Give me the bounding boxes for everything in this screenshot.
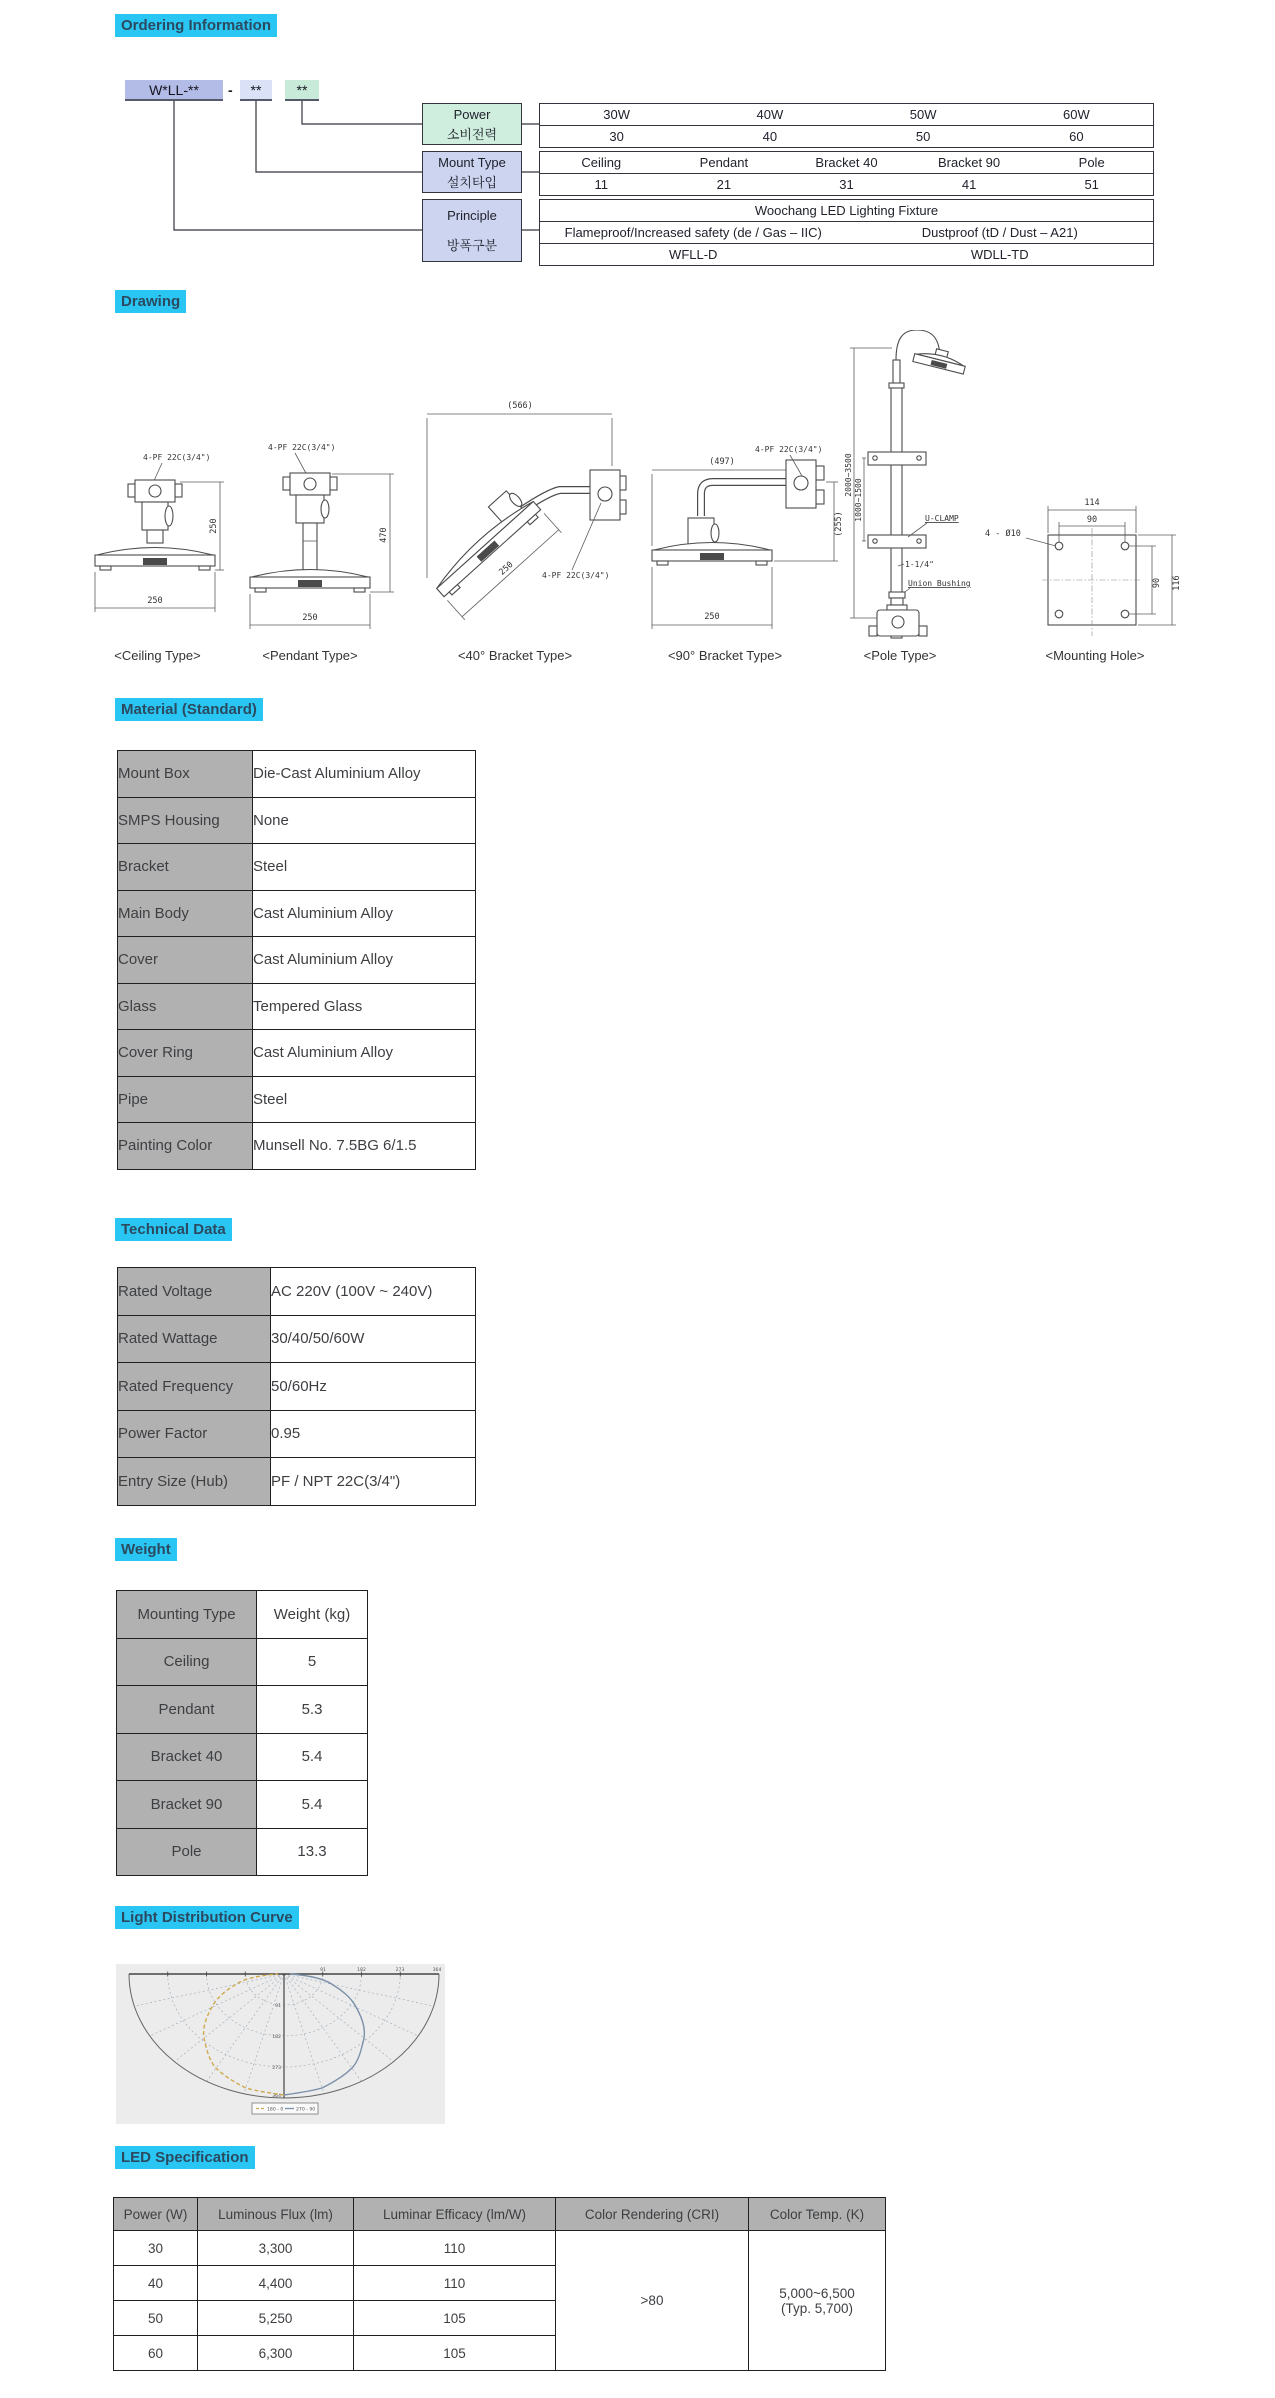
bracket90-body-dim: 250 bbox=[704, 612, 720, 622]
order-code-base: W*LL-** bbox=[125, 80, 223, 101]
power-code: 30 bbox=[609, 129, 624, 144]
order-code-dash: - bbox=[228, 82, 233, 98]
pole-union-bushing-label: Union Bushing bbox=[908, 579, 971, 588]
bracket40-body-dim: 250 bbox=[497, 559, 516, 578]
table-row bbox=[118, 1123, 476, 1170]
led-flux: 3,300 bbox=[198, 2231, 354, 2266]
technical-label: Rated Wattage bbox=[118, 1315, 271, 1363]
pole-pipe-size-label: 1-1/4" bbox=[905, 560, 934, 569]
mount-option: Bracket 90 bbox=[938, 155, 1001, 170]
table-row bbox=[117, 1638, 368, 1686]
material-value: Tempered Glass bbox=[253, 983, 476, 1030]
pole-type-drawing bbox=[844, 330, 971, 638]
pendant-entry-dim: 4-PF 22C(3/4") bbox=[268, 443, 336, 452]
ring-label-axis: 182 bbox=[272, 2035, 281, 2040]
table-row bbox=[117, 1781, 368, 1829]
power-code: 40 bbox=[762, 129, 778, 144]
principle-table bbox=[539, 199, 1154, 266]
led-power: 30 bbox=[114, 2231, 198, 2266]
power-label-box bbox=[422, 103, 522, 145]
technical-label: Rated Frequency bbox=[118, 1363, 271, 1411]
light-distribution-heading: Light Distribution Curve bbox=[115, 1906, 299, 1929]
power-option: 40W bbox=[756, 107, 784, 122]
led-power: 50 bbox=[114, 2301, 198, 2336]
led-col-header: Luminous Flux (lm) bbox=[198, 2198, 354, 2231]
led-col-header: Luminar Efficacy (lm/W) bbox=[354, 2198, 556, 2231]
pendant-width-dim: 250 bbox=[302, 613, 318, 623]
technical-value: 30/40/50/60W bbox=[271, 1315, 476, 1363]
material-value: Die-Cast Aluminium Alloy bbox=[253, 751, 476, 798]
mount-code: 31 bbox=[839, 177, 854, 192]
table-row bbox=[118, 1315, 476, 1363]
technical-value: PF / NPT 22C(3/4") bbox=[271, 1458, 476, 1506]
principle-label-en: Principle bbox=[447, 207, 497, 223]
legend-entry: 270 - 90 bbox=[296, 2107, 316, 2113]
table-row bbox=[118, 937, 476, 984]
principle-model: WDLL-TD bbox=[970, 247, 1029, 262]
led-flux: 6,300 bbox=[198, 2336, 354, 2371]
table-row bbox=[118, 1076, 476, 1123]
principle-type: Flameproof/Increased safety (de / Gas – IIC) bbox=[564, 225, 822, 240]
pendant-height-dim: 470 bbox=[379, 527, 389, 543]
table-row bbox=[117, 1686, 368, 1734]
weight-type: Bracket 40 bbox=[117, 1733, 257, 1781]
technical-value: AC 220V (100V ~ 240V) bbox=[271, 1268, 476, 1316]
weight-heading: Weight bbox=[115, 1538, 177, 1561]
table-row bbox=[114, 2198, 886, 2231]
technical-value: 50/60Hz bbox=[271, 1363, 476, 1411]
material-label: SMPS Housing bbox=[118, 797, 253, 844]
led-power: 60 bbox=[114, 2336, 198, 2371]
bracket90-width-dim: (497) bbox=[709, 457, 735, 467]
principle-type: Dustproof (tD / Dust – A21) bbox=[921, 225, 1078, 240]
principle-label-box bbox=[422, 199, 522, 262]
material-table bbox=[117, 750, 476, 1170]
technical-label: Rated Voltage bbox=[118, 1268, 271, 1316]
led-flux: 5,250 bbox=[198, 2301, 354, 2336]
pole-u-clamp-label: U-CLAMP bbox=[925, 514, 959, 523]
drawing-heading: Drawing bbox=[115, 290, 186, 313]
power-options-table bbox=[539, 103, 1154, 148]
material-label: Painting Color bbox=[118, 1123, 253, 1170]
table-row bbox=[118, 1410, 476, 1458]
order-code-mount-segment: ** bbox=[240, 80, 272, 101]
table-row bbox=[118, 1458, 476, 1506]
material-label: Glass bbox=[118, 983, 253, 1030]
material-label: Pipe bbox=[118, 1076, 253, 1123]
hole-outer-width-dim: 114 bbox=[1084, 498, 1100, 508]
mount-code: 21 bbox=[716, 177, 732, 192]
table-row bbox=[118, 1268, 476, 1316]
technical-data-heading: Technical Data bbox=[115, 1218, 232, 1241]
ceiling-entry-dim: 4-PF 22C(3/4") bbox=[143, 453, 211, 462]
bracket-40-type-drawing bbox=[419, 401, 626, 620]
material-value: Steel bbox=[253, 1076, 476, 1123]
power-option: 50W bbox=[909, 107, 937, 122]
ring-label-top: 364 bbox=[432, 1968, 442, 1973]
material-label: Main Body bbox=[118, 890, 253, 937]
bracket90-entry-dim: 4-PF 22C(3/4") bbox=[755, 445, 823, 454]
power-code: 60 bbox=[1069, 129, 1084, 144]
bracket-90-type-drawing bbox=[652, 445, 844, 629]
mounting-hole-drawing bbox=[985, 498, 1182, 636]
technical-label: Power Factor bbox=[118, 1410, 271, 1458]
weight-type: Bracket 90 bbox=[117, 1781, 257, 1829]
material-label: Cover bbox=[118, 937, 253, 984]
table-row bbox=[118, 797, 476, 844]
material-value: Cast Aluminium Alloy bbox=[253, 937, 476, 984]
ring-label-top: 273 bbox=[395, 1968, 405, 1973]
ceiling-type-drawing bbox=[95, 453, 224, 612]
mount-option: Ceiling bbox=[581, 155, 622, 170]
mount-code: 11 bbox=[594, 177, 609, 192]
weight-col-header: Mounting Type bbox=[117, 1591, 257, 1639]
led-specification-table bbox=[113, 2197, 886, 2371]
mount-type-label-en: Mount Type bbox=[438, 154, 506, 170]
bracket40-width-dim: (566) bbox=[507, 401, 533, 411]
power-code: 50 bbox=[915, 129, 931, 144]
table-row bbox=[114, 2231, 886, 2266]
pole-total-dim: 2000~3500 bbox=[844, 453, 853, 497]
power-option: 30W bbox=[603, 107, 630, 122]
principle-label-ko: 방폭구분 bbox=[446, 238, 498, 254]
mount-type-label-box bbox=[422, 151, 522, 193]
material-label: Cover Ring bbox=[118, 1030, 253, 1077]
led-flux: 4,400 bbox=[198, 2266, 354, 2301]
table-row bbox=[118, 983, 476, 1030]
pendant-type-drawing bbox=[250, 443, 394, 629]
power-option: 60W bbox=[1063, 107, 1090, 122]
material-value: Munsell No. 7.5BG 6/1.5 bbox=[253, 1123, 476, 1170]
led-specification-heading: LED Specification bbox=[115, 2146, 255, 2169]
caption-mounting-hole: <Mounting Hole> bbox=[1045, 648, 1145, 663]
principle-model: WFLL-D bbox=[669, 247, 718, 262]
material-value: Cast Aluminium Alloy bbox=[253, 1030, 476, 1077]
table-row bbox=[118, 751, 476, 798]
weight-value: 5 bbox=[257, 1638, 368, 1686]
pole-clamp-span-dim: 1000~1500 bbox=[854, 478, 863, 522]
ring-label-top: 182 bbox=[357, 1968, 366, 1973]
material-value: Cast Aluminium Alloy bbox=[253, 890, 476, 937]
caption-pole-type: <Pole Type> bbox=[863, 648, 937, 663]
led-col-header: Color Temp. (K) bbox=[749, 2198, 886, 2231]
table-row bbox=[117, 1591, 368, 1639]
led-efficacy: 110 bbox=[354, 2231, 556, 2266]
chart-legend bbox=[252, 2103, 318, 2114]
led-col-header: Power (W) bbox=[114, 2198, 198, 2231]
material-value: None bbox=[253, 797, 476, 844]
mount-code: 51 bbox=[1084, 177, 1099, 192]
led-color-temp bbox=[749, 2231, 886, 2371]
technical-data-table bbox=[117, 1267, 476, 1506]
weight-col-header: Weight (kg) bbox=[257, 1591, 368, 1639]
led-efficacy: 105 bbox=[354, 2301, 556, 2336]
technical-label: Entry Size (Hub) bbox=[118, 1458, 271, 1506]
material-value: Steel bbox=[253, 844, 476, 891]
power-label-en: Power bbox=[453, 106, 491, 122]
ceiling-height-dim: 250 bbox=[209, 518, 219, 534]
ring-label-top: 91 bbox=[320, 1968, 326, 1973]
technical-value: 0.95 bbox=[271, 1410, 476, 1458]
ring-label-axis: 364 bbox=[272, 2094, 281, 2099]
table-row bbox=[118, 844, 476, 891]
caption-bracket40-type: <40° Bracket Type> bbox=[457, 648, 573, 663]
hole-outer-height-dim: 116 bbox=[1172, 575, 1182, 591]
hole-inner-height-dim: 90 bbox=[1152, 577, 1162, 589]
weight-type: Ceiling bbox=[117, 1638, 257, 1686]
bracket40-entry-dim: 4-PF 22C(3/4") bbox=[542, 571, 610, 580]
mount-option: Pole bbox=[1078, 155, 1105, 170]
caption-ceiling-type: <Ceiling Type> bbox=[114, 648, 201, 663]
ordering-information-heading: Ordering Information bbox=[115, 14, 277, 37]
mount-type-label-ko: 설치타입 bbox=[446, 174, 498, 190]
mount-option: Bracket 40 bbox=[815, 155, 878, 170]
table-row bbox=[118, 890, 476, 937]
ceiling-width-dim: 250 bbox=[147, 596, 163, 606]
principle-series: Woochang LED Lighting Fixture bbox=[754, 203, 939, 218]
hole-inner-width-dim: 90 bbox=[1086, 515, 1098, 525]
mount-options-table bbox=[539, 151, 1154, 196]
power-label-ko: 소비전력 bbox=[446, 126, 498, 142]
mount-code: 41 bbox=[961, 177, 977, 192]
material-label: Mount Box bbox=[118, 751, 253, 798]
caption-pendant-type: <Pendant Type> bbox=[262, 648, 358, 663]
weight-value: 5.4 bbox=[257, 1733, 368, 1781]
weight-type: Pole bbox=[117, 1828, 257, 1876]
weight-type: Pendant bbox=[117, 1686, 257, 1734]
led-color-temp-range: 5,000~6,500 bbox=[779, 2285, 855, 2301]
led-color-temp-typical: (Typ. 5,700) bbox=[780, 2300, 854, 2316]
hole-count-dim: 4 - Ø10 bbox=[985, 529, 1021, 539]
legend-entry: 180 - 0 bbox=[267, 2107, 284, 2113]
led-power: 40 bbox=[114, 2266, 198, 2301]
caption-bracket90-type: <90° Bracket Type> bbox=[667, 648, 783, 663]
led-efficacy: 105 bbox=[354, 2336, 556, 2371]
weight-value: 5.3 bbox=[257, 1686, 368, 1734]
table-row bbox=[117, 1828, 368, 1876]
table-row bbox=[118, 1363, 476, 1411]
bracket90-height-dim: (255) bbox=[834, 511, 844, 537]
order-code-power-segment: ** bbox=[285, 80, 319, 101]
ring-label-axis: 91 bbox=[275, 2004, 281, 2009]
led-cri: >80 bbox=[556, 2231, 749, 2371]
technical-drawings bbox=[75, 330, 1200, 650]
material-label: Bracket bbox=[118, 844, 253, 891]
led-efficacy: 110 bbox=[354, 2266, 556, 2301]
table-row bbox=[117, 1733, 368, 1781]
weight-value: 5.4 bbox=[257, 1781, 368, 1829]
weight-table bbox=[116, 1590, 368, 1876]
table-row bbox=[118, 1030, 476, 1077]
material-heading: Material (Standard) bbox=[115, 698, 263, 721]
ring-label-axis: 273 bbox=[272, 2066, 281, 2071]
weight-value: 13.3 bbox=[257, 1828, 368, 1876]
light-distribution-chart bbox=[116, 1964, 445, 2124]
mount-option: Pendant bbox=[699, 155, 749, 170]
led-col-header: Color Rendering (CRI) bbox=[556, 2198, 749, 2231]
